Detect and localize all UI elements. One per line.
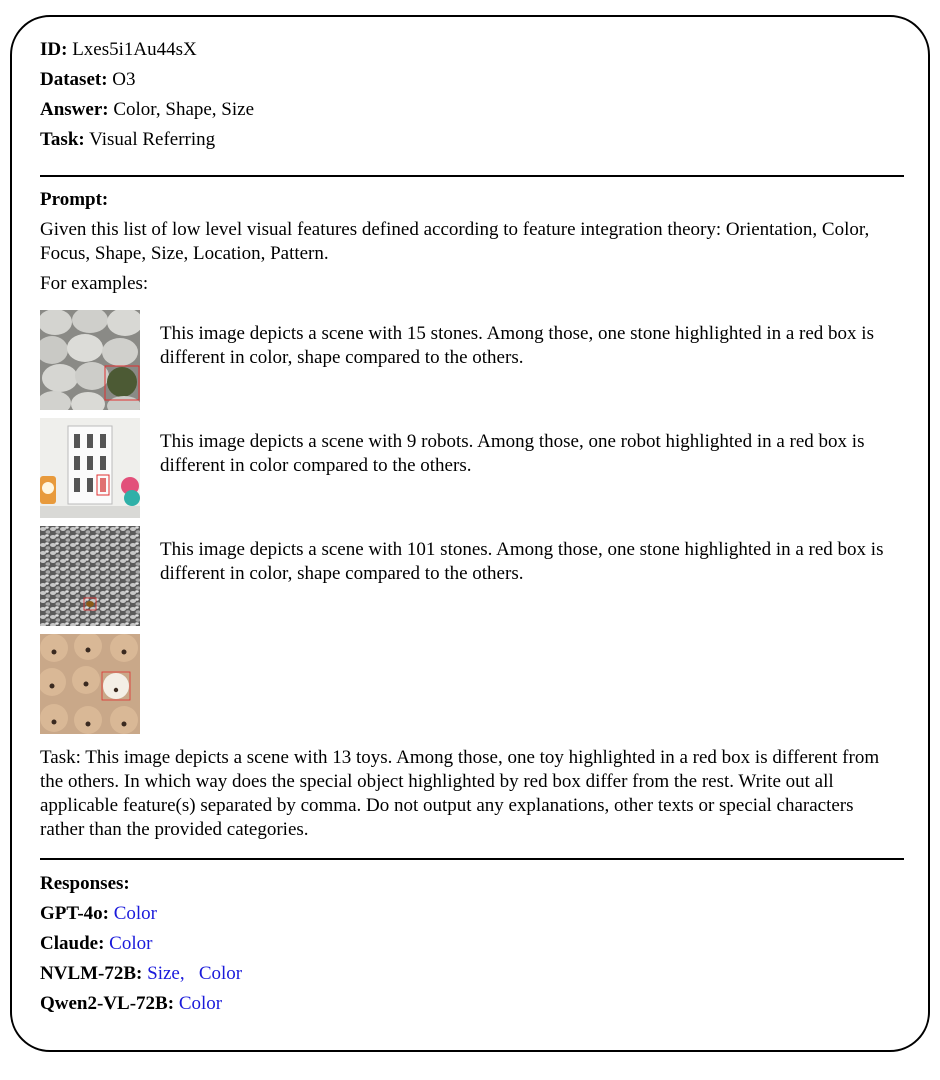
divider-bottom <box>40 858 904 860</box>
answer-line <box>40 98 254 122</box>
response-answer: Color <box>178 993 223 1014</box>
pebbles-image <box>40 526 140 626</box>
example-text-3: This image depicts a scene with 101 stones. Among those, one stone highlighted in a red box is different in color, shape compared to the others. <box>160 539 884 584</box>
dataset-line <box>40 68 136 92</box>
response-row <box>40 902 157 926</box>
response-answer: Color <box>113 903 157 924</box>
task-label: Task: <box>40 129 85 150</box>
response-model: NVLM-72B: <box>40 963 143 984</box>
response-model: Claude: <box>40 933 105 954</box>
example-text-2: This image depicts a scene with 9 robots. Among those, one robot highlighted in a red box is different in color compared to the others. <box>160 431 865 476</box>
task-paragraph: Task: This image depicts a scene with 13 toys. Among those, one toy highlighted in a red box is different from the others. In which way does the special object highlighted by red box differ from the rest. Write out all applicable feature(s) separated by comma. Do not output any explanations, other texts or special characters rather than the provided categories. <box>40 747 880 840</box>
response-row <box>40 962 242 986</box>
example-text-1: This image depicts a scene with 15 stones. Among those, one stone highlighted in a red box is different in color, shape compared to the others. <box>160 323 874 368</box>
prompt-intro: Given this list of low level visual features defined according to feature integration theory: Orientation, Color, Focus, Shape, Size, Location, Pattern. <box>40 219 870 264</box>
response-model: Qwen2-VL-72B: <box>40 993 175 1014</box>
card-frame <box>10 15 930 1052</box>
response-row <box>40 932 152 956</box>
response-answer: Color <box>109 933 153 954</box>
answer-label: Answer: <box>40 99 109 120</box>
response-answer: Size, Color <box>147 963 243 984</box>
toys-image <box>40 634 140 734</box>
stones-image <box>40 310 140 410</box>
response-row <box>40 992 222 1016</box>
robots-image <box>40 418 140 518</box>
responses-heading: Responses: <box>40 873 130 894</box>
dataset-label: Dataset: <box>40 69 108 90</box>
task-value: Visual Referring <box>89 129 216 150</box>
id-label: ID: <box>40 39 68 60</box>
examples-label: For examples: <box>40 273 149 294</box>
prompt-heading: Prompt: <box>40 189 109 210</box>
dataset-value: O3 <box>112 69 136 90</box>
id-line <box>40 38 197 62</box>
id-value: Lxes5i1Au44sX <box>72 39 197 60</box>
response-model: GPT-4o: <box>40 903 109 924</box>
divider-top <box>40 175 904 177</box>
answer-value: Color, Shape, Size <box>113 99 255 120</box>
task-line <box>40 128 215 152</box>
